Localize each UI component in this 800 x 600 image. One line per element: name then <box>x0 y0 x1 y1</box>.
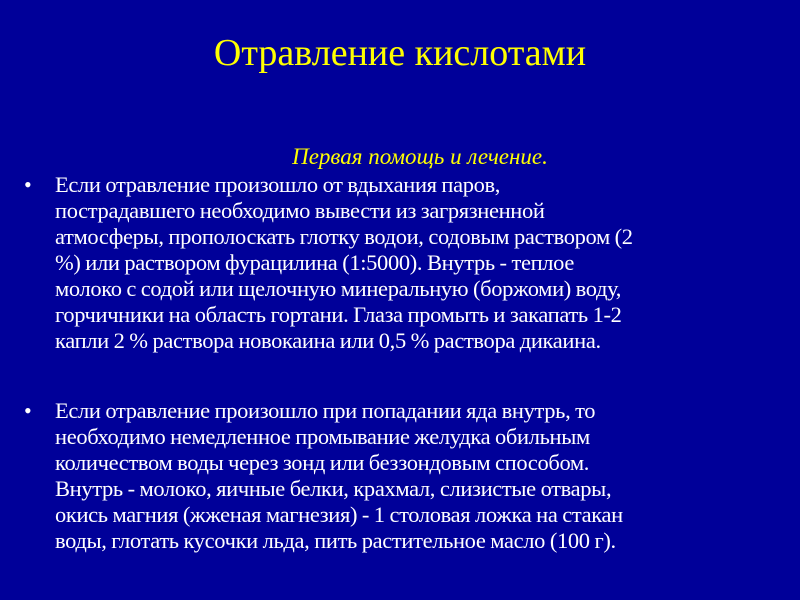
bullet-icon: • <box>24 172 32 197</box>
bullet-line: Если отравление произошло при попадании яда внутрь, то <box>55 398 596 423</box>
bullet-item-ingestion <box>24 398 784 554</box>
slide-title: Отравление кислотами <box>213 32 587 74</box>
bullet-line: окись магния (жженая магнезия) - 1 столовая ложка на стакан <box>55 502 623 527</box>
bullet-line: %) или раствором фурацилина (1:5000). Внутрь - теплое <box>55 250 574 275</box>
bullet-line: количеством воды через зонд или беззондовым способом. <box>55 450 590 475</box>
bullet-icon: • <box>24 398 32 423</box>
bullet-item-inhalation <box>24 172 784 354</box>
bullet-line: необходимо немедленное промывание желудка обильным <box>55 424 590 449</box>
bullet-list <box>24 172 784 554</box>
bullet-line: капли 2 % раствора новокаина или 0,5 % раствора дикаина. <box>55 328 601 353</box>
bullet-line: воды, глотать кусочки льда, пить растительное масло (100 г). <box>55 528 616 553</box>
bullet-line: Внутрь - молоко, яичные белки, крахмал, слизистые отвары, <box>55 476 612 501</box>
bullet-line: молоко с содой или щелочную минеральную (боржоми) воду, <box>55 276 622 301</box>
bullet-line: Если отравление произошло от вдыхания паров, <box>55 172 501 197</box>
bullet-line: горчичники на область гортани. Глаза промыть и закапать 1-2 <box>55 302 622 327</box>
bullet-line: пострадавшего необходимо вывести из загрязненной <box>55 198 545 223</box>
slide-subtitle: Первая помощь и лечение. <box>292 144 548 169</box>
bullet-line: атмосферы, прополоскать глотку водои, содовым раствором (2 <box>55 224 633 249</box>
